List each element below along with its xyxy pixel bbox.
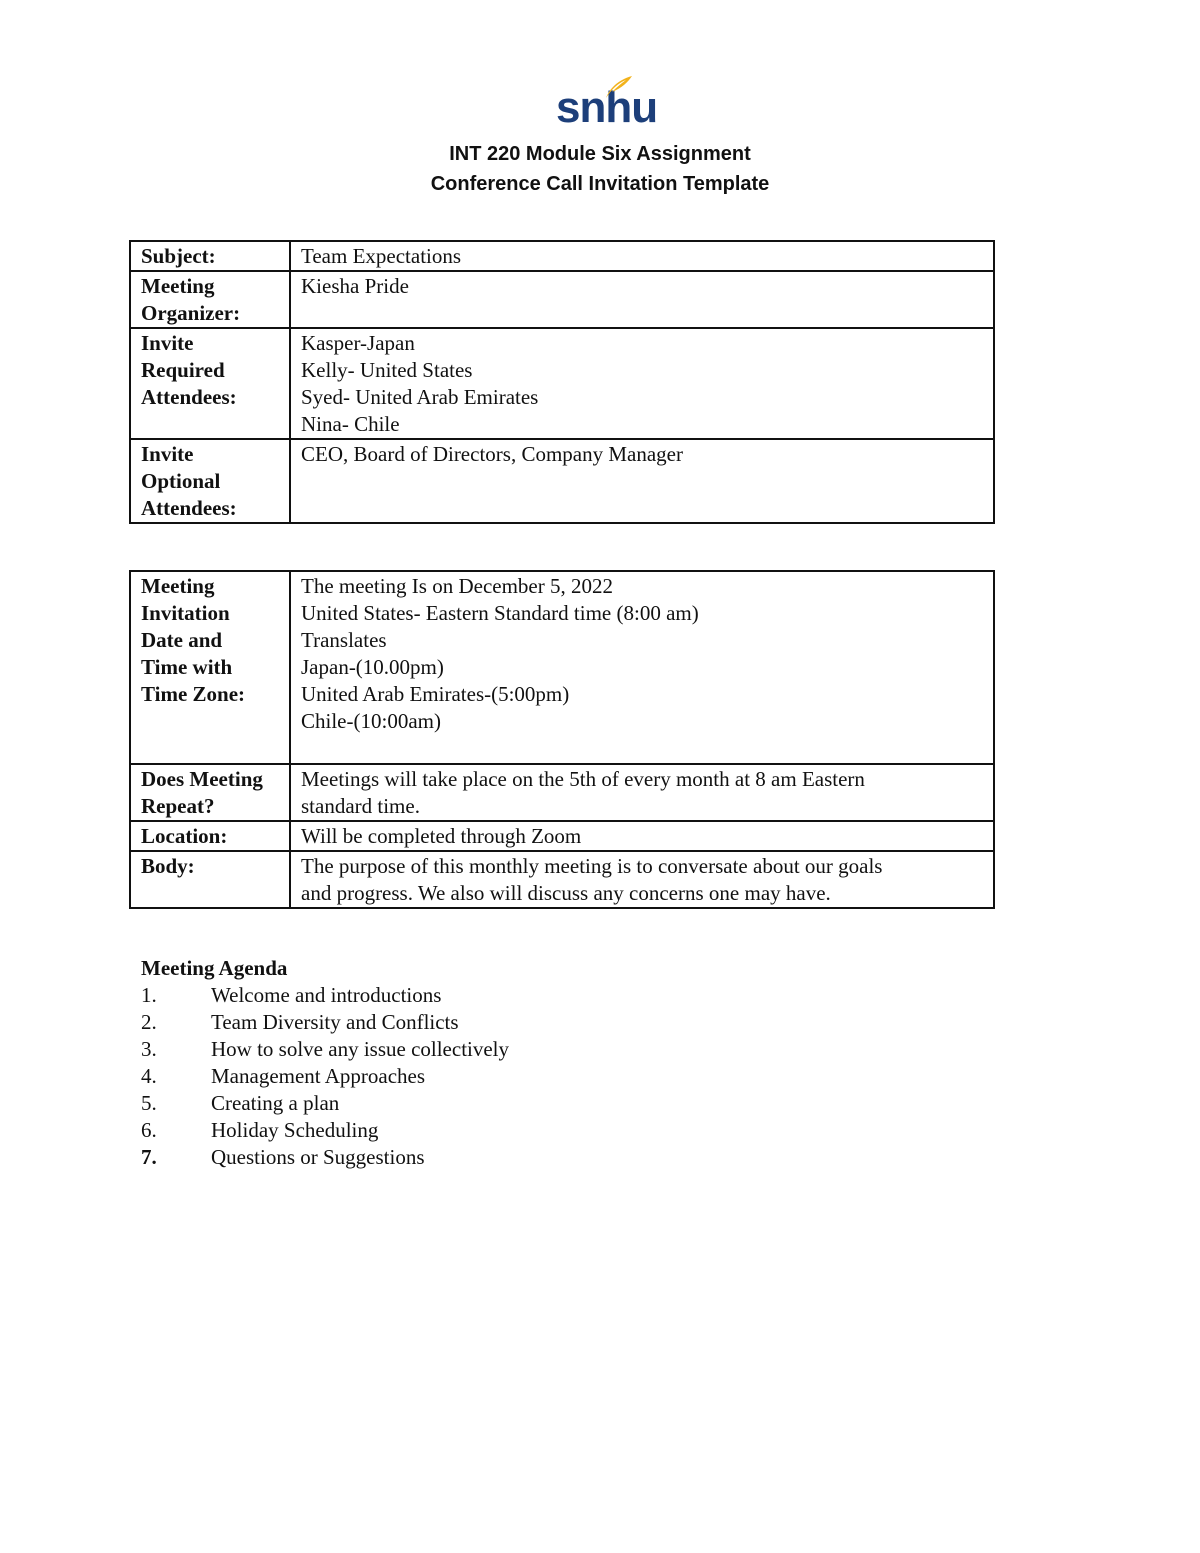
value-line: The meeting Is on December 5, 2022 [301, 574, 613, 598]
table-row [130, 821, 994, 851]
value-line: Translates [301, 628, 387, 652]
table-row [130, 571, 994, 764]
attendee-line: Kasper-Japan [301, 331, 415, 355]
table-row [130, 764, 994, 821]
agenda-text: Welcome and introductions [211, 983, 442, 1007]
required-attendees-label [130, 328, 290, 439]
agenda-text: Questions or Suggestions [211, 1145, 425, 1169]
body-value [290, 851, 994, 908]
details-table [129, 570, 995, 909]
value-line: United States- Eastern Standard time (8:00 am) [301, 601, 699, 625]
logo-wordmark: snhu [556, 83, 658, 132]
agenda-text: Team Diversity and Conflicts [211, 1010, 459, 1034]
list-item [141, 1063, 509, 1090]
flame-leaf-icon [604, 74, 634, 100]
label-line: Does Meeting [141, 767, 263, 791]
label-line: Body: [141, 854, 195, 878]
subject-value [290, 241, 994, 271]
label-line: Required [141, 358, 225, 382]
list-item [141, 1090, 509, 1117]
document-title: INT 220 Module Six Assignment [449, 143, 751, 165]
label-line: Repeat? [141, 794, 215, 818]
agenda-number: 4. [141, 1064, 157, 1088]
snhu-logo [556, 74, 658, 132]
required-attendees-value [290, 328, 994, 439]
agenda-number: 3. [141, 1037, 157, 1061]
label-line: Organizer: [141, 301, 241, 325]
list-item [141, 1009, 509, 1036]
subject-label [130, 241, 290, 271]
organizer-label [130, 271, 290, 328]
table-row [130, 851, 994, 908]
table-row [130, 241, 994, 271]
agenda-text: How to solve any issue collectively [211, 1037, 510, 1061]
attendee-line: Kelly- United States [301, 358, 473, 382]
agenda-text: Management Approaches [211, 1064, 426, 1088]
location-label [130, 821, 290, 851]
label-line: Location: [141, 824, 228, 848]
location-value [290, 821, 994, 851]
table-row [130, 271, 994, 328]
label-line: Subject: [141, 244, 216, 268]
list-item [141, 982, 509, 1009]
label-line: Invitation [141, 601, 230, 625]
label-line: Invite [141, 331, 194, 355]
value-line: Japan-(10.00pm) [301, 655, 444, 679]
repeat-value [290, 764, 994, 821]
value-line: The purpose of this monthly meeting is to conversate about our goals [301, 854, 883, 878]
agenda-number: 6. [141, 1118, 157, 1142]
value-line: CEO, Board of Directors, Company Manager [301, 442, 683, 466]
optional-attendees-label [130, 439, 290, 523]
agenda-number: 2. [141, 1010, 157, 1034]
label-line: Date and [141, 628, 223, 652]
label-line: Invite [141, 442, 194, 466]
agenda-text: Creating a plan [211, 1091, 340, 1115]
datetime-label [130, 571, 290, 764]
document-subtitle: Conference Call Invitation Template [430, 173, 770, 195]
value-line: Will be completed through Zoom [301, 824, 582, 848]
table-row [130, 439, 994, 523]
value-line: Kiesha Pride [301, 274, 409, 298]
agenda-number: 5. [141, 1091, 157, 1115]
body-label [130, 851, 290, 908]
label-line: Optional [141, 469, 221, 493]
label-line: Meeting [141, 274, 215, 298]
organizer-value [290, 271, 994, 328]
attendee-line: Nina- Chile [301, 412, 400, 436]
label-line: Meeting [141, 574, 215, 598]
list-item [141, 1144, 509, 1171]
agenda-text: Holiday Scheduling [211, 1118, 379, 1142]
label-line: Time with [141, 655, 233, 679]
label-line: Attendees: [141, 385, 237, 409]
value-line: standard time. [301, 794, 420, 818]
datetime-value [290, 571, 994, 764]
agenda-title: Meeting Agenda [141, 956, 288, 980]
list-item [141, 1117, 509, 1144]
label-line: Time Zone: [141, 682, 246, 706]
value-line: Meetings will take place on the 5th of every month at 8 am Eastern [301, 767, 865, 791]
value-line: Team Expectations [301, 244, 462, 268]
value-line: Chile-(10:00am) [301, 709, 441, 733]
list-item [141, 1036, 509, 1063]
value-line: United Arab Emirates-(5:00pm) [301, 682, 570, 706]
agenda-number: 7. [141, 1145, 157, 1169]
invite-table [129, 240, 995, 524]
attendee-line: Syed- United Arab Emirates [301, 385, 539, 409]
optional-attendees-value [290, 439, 994, 523]
label-line: Attendees: [141, 496, 237, 520]
agenda-number: 1. [141, 983, 157, 1007]
table-row [130, 328, 994, 439]
meeting-agenda [141, 955, 509, 1171]
value-line: and progress. We also will discuss any concerns one may have. [301, 881, 831, 905]
repeat-label [130, 764, 290, 821]
